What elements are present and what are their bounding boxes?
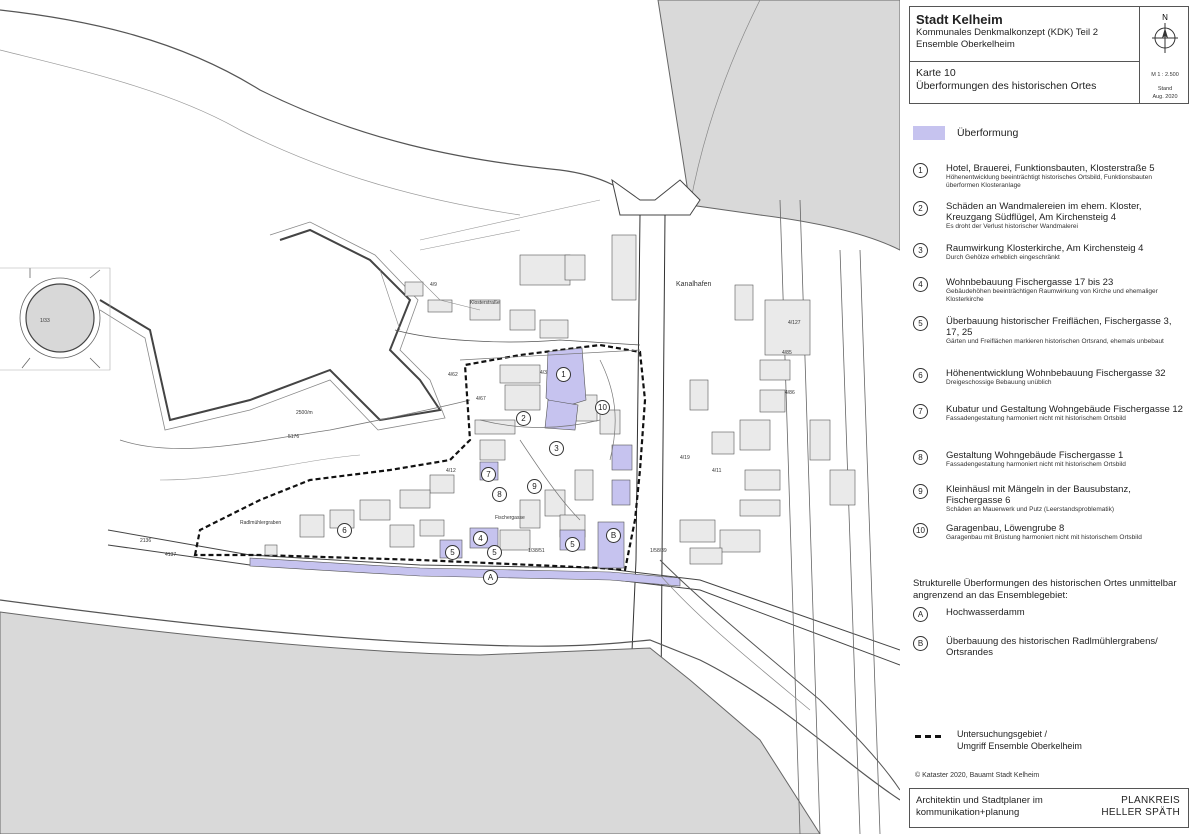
legend-number: 7 xyxy=(913,404,928,419)
scale-label: M 1 : 2.500 xyxy=(1151,72,1179,78)
legend-number: B xyxy=(913,636,928,651)
map-marker-9[interactable]: 9 xyxy=(527,479,542,494)
label-parcel: 4/85 xyxy=(782,350,792,356)
legend-number: 3 xyxy=(913,243,928,258)
stand-label: Stand xyxy=(1157,86,1173,92)
map-marker-4[interactable]: 4 xyxy=(473,531,488,546)
boundary-label: Untersuchungsgebiet / xyxy=(957,729,1048,739)
label-parcel: 4/86 xyxy=(785,390,795,396)
map-marker-1[interactable]: 1 xyxy=(556,367,571,382)
legend-title: Höhenentwicklung Wohnbebauung Fischergasse 32 xyxy=(946,368,1166,379)
upper-land xyxy=(658,0,900,250)
legend-number: 5 xyxy=(913,316,928,331)
label-parcel: 1/33 xyxy=(40,318,50,324)
label-parcel: 4/67 xyxy=(476,396,486,402)
legend-desc: Durch Gehölze erheblich eingeschränkt xyxy=(946,254,1060,261)
ensemble-title: Ensemble Oberkelheim xyxy=(916,39,1015,50)
befreiungshalle xyxy=(26,284,94,352)
label-parcel: 4/62 xyxy=(448,372,458,378)
label-parcel: 1/38/51 xyxy=(528,548,545,554)
north-arrow-icon xyxy=(1146,11,1184,55)
legend-title: Schäden an Wandmalereien im ehem. Kloster, Kreuzgang Südflügel, Am Kirchensteig 4 xyxy=(946,201,1142,223)
label-parcel: 2500/m xyxy=(296,410,313,416)
map-marker-b[interactable]: B xyxy=(606,528,621,543)
map-marker-5[interactable]: 5 xyxy=(445,545,460,560)
map-marker-7[interactable]: 7 xyxy=(481,467,496,482)
label-parcel: 4/11 xyxy=(712,468,722,474)
north-label: N xyxy=(1162,13,1168,22)
legend-desc: Es droht der Verlust historischer Wandmalerei xyxy=(946,223,1078,230)
legend-number: 2 xyxy=(913,201,928,216)
label-street: Klosterstraße xyxy=(470,300,500,306)
label-kanalhafen: Kanalhafen xyxy=(676,281,712,288)
map-marker-6[interactable]: 6 xyxy=(337,523,352,538)
label-parcel: 4/9 xyxy=(430,282,437,288)
label-street: Fischergasse xyxy=(495,515,525,521)
divider xyxy=(1139,7,1140,103)
boundary-label: Umgriff Ensemble Oberkelheim xyxy=(957,741,1082,751)
footer-block xyxy=(909,788,1189,828)
legend-desc: Gärten und Freiflächen markieren historischen Ortsrand, ehemals unbebaut xyxy=(946,338,1164,345)
title-block xyxy=(909,6,1189,104)
map-marker-5[interactable]: 5 xyxy=(565,537,580,552)
map-marker-3[interactable]: 3 xyxy=(549,441,564,456)
legend-number: 10 xyxy=(913,523,928,538)
legend-title: Raumwirkung Klosterkirche, Am Kirchensteig 4 xyxy=(946,243,1144,254)
label-parcel: 5176 xyxy=(288,434,300,440)
map-title: Überformungen des historischen Ortes xyxy=(916,80,1097,92)
legend-title: Wohnbebauung Fischergasse 17 bis 23 xyxy=(946,277,1114,288)
legend-title: Überbauung des historischen Radlmühlergrabens/ Ortsrandes xyxy=(946,636,1158,658)
label-parcel: 4/3 xyxy=(540,370,547,376)
legend-title: Hotel, Brauerei, Funktionsbauten, Klosterstraße 5 xyxy=(946,163,1155,174)
label-parcel: 4137 xyxy=(165,552,177,558)
label-parcel: 4/19 xyxy=(680,455,690,461)
legend-title: Überbauung historischer Freiflächen, Fischergasse 3, 17, 25 xyxy=(946,316,1172,338)
boundary-line-sample xyxy=(915,735,941,738)
map-marker-2[interactable]: 2 xyxy=(516,411,531,426)
legend-desc: Fassadengestaltung harmoniert nicht mit historischem Ortsbild xyxy=(946,415,1126,422)
credit-text: © Kataster 2020, Bauamt Stadt Kelheim xyxy=(915,772,1040,779)
stand-date: Aug. 2020 xyxy=(1152,94,1178,100)
map-marker-10[interactable]: 10 xyxy=(595,400,610,415)
legend-desc: Höhenentwicklung beeinträchtigt historisches Ortsbild, Funktionsbauten überformen Klosteranlage xyxy=(946,174,1152,189)
legend-title: Kleinhäusl mit Mängeln in der Bausubstanz, Fischergasse 6 xyxy=(946,484,1131,506)
legend-number: 8 xyxy=(913,450,928,465)
legend-title: Hochwasserdamm xyxy=(946,607,1025,618)
footer-authors: Architektin und Stadtplaner im xyxy=(916,795,1043,806)
legend-title: Gestaltung Wohngebäude Fischergasse 1 xyxy=(946,450,1124,461)
legend-number: 4 xyxy=(913,277,928,292)
map-marker-5[interactable]: 5 xyxy=(487,545,502,560)
label-parcel: 2136 xyxy=(140,538,152,544)
label-street: Radlmühlergraben xyxy=(240,520,282,526)
legend-desc: Gebäudehöhen beeinträchtigen Raumwirkung von Kirche und ehemaliger Klosterkirche xyxy=(946,288,1158,303)
legend-panel xyxy=(903,0,1195,834)
legend-title: Garagenbau, Löwengrube 8 xyxy=(946,523,1065,534)
map-number: Karte 10 xyxy=(916,67,956,79)
city-title: Stadt Kelheim xyxy=(916,12,1003,27)
legend-number: 9 xyxy=(913,484,928,499)
legend-desc: Schäden an Mauerwerk und Putz (Leerstandsproblematik) xyxy=(946,506,1115,513)
ueberformung-swatch xyxy=(913,126,945,140)
concept-title: Kommunales Denkmalkonzept (KDK) Teil 2 xyxy=(916,27,1098,38)
footer-brand: PLANKREIS xyxy=(1121,795,1180,806)
legend-desc: Dreigeschossige Bebauung unüblich xyxy=(946,379,1052,386)
legend-desc: Garagenbau mit Brüstung harmoniert nicht mit historischem Ortsbild xyxy=(946,534,1142,541)
structural-heading: Strukturelle Überformungen des historischen Ortes unmittelbar angrenzend an das Ensemblegebiet: xyxy=(913,578,1177,601)
legend-desc: Fassadengestaltung harmoniert nicht mit historischem Ortsbild xyxy=(946,461,1126,468)
legend-title: Kubatur und Gestaltung Wohngebäude Fischergasse 12 xyxy=(946,404,1183,415)
lower-land xyxy=(0,612,820,834)
footer-firm: kommunikation+planung xyxy=(916,807,1020,818)
label-parcel: 4/12 xyxy=(446,468,456,474)
map-marker-8[interactable]: 8 xyxy=(492,487,507,502)
divider xyxy=(910,61,1140,62)
ueberformung-label: Überformung xyxy=(957,127,1019,139)
label-parcel: 1/58/39 xyxy=(650,548,667,554)
legend-number: A xyxy=(913,607,928,622)
legend-number: 1 xyxy=(913,163,928,178)
legend-number: 6 xyxy=(913,368,928,383)
map-marker-a[interactable]: A xyxy=(483,570,498,585)
footer-brand-names: HELLER SPÄTH xyxy=(1101,807,1180,818)
label-parcel: 4/127 xyxy=(788,320,801,326)
